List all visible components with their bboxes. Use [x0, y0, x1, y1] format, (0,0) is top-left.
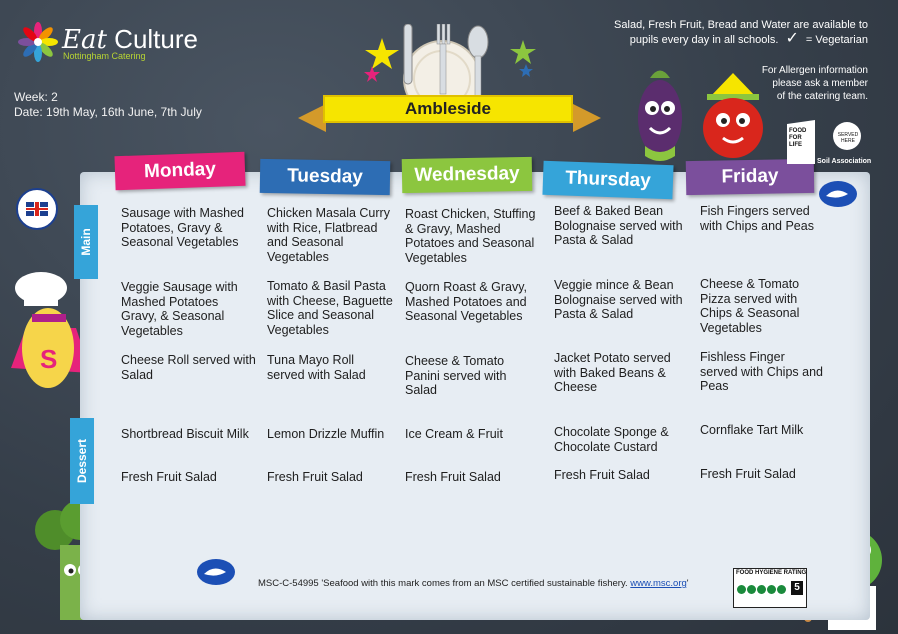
hygiene-scale	[737, 581, 787, 599]
banner-tail-right	[573, 104, 601, 132]
section-main-text: Main	[79, 228, 93, 256]
menu-wed-dessert1: Ice Cream & Fruit	[405, 427, 503, 441]
info-availability	[558, 18, 868, 47]
soil-association-badge	[785, 118, 877, 170]
menu-fri-main3: Fishless Finger served with Chips and Peas	[700, 350, 823, 394]
stars-icon	[362, 36, 402, 86]
soil-label	[789, 128, 806, 149]
menu-tue-main1: Chicken Masala Curry with Rice, Flatbread and Seasonal Vegetables	[267, 206, 390, 264]
menu-tue-main3: Tuna Mayo Roll served with Salad	[267, 353, 366, 382]
hygiene-dot	[777, 585, 786, 594]
menu-mon-main3: Cheese Roll served with Salad	[121, 353, 256, 382]
section-label-main	[74, 205, 98, 279]
food-hygiene-rating-badge	[733, 568, 807, 608]
menu-thu-dessert2: Fresh Fruit Salad	[554, 468, 650, 482]
menu-mon-main2: Veggie Sausage with Mashed Potatoes Gravy, & Seasonal Vegetables	[121, 280, 238, 338]
soil-line2: FOR	[789, 135, 802, 141]
day-header-wednesday: Wednesday	[402, 157, 533, 193]
menu-tue-dessert2: Fresh Fruit Salad	[267, 470, 363, 484]
hygiene-dot	[737, 585, 746, 594]
info-line2-text: pupils every day in all schools.	[629, 34, 779, 46]
menu-tue-main2: Tomato & Basil Pasta with Cheese, Baguette Slice and Seasonal Vegetables	[267, 279, 393, 337]
allergen-line1: For Allergen information	[761, 65, 868, 76]
msc-text: MSC-C-54995 'Seafood with this mark comes from an MSC certified sustainable fishery.	[258, 578, 628, 589]
info-line1: Salad, Fresh Fruit, Bread and Water are available to	[614, 19, 868, 31]
soil-line1: FOOD	[789, 128, 807, 134]
menu-tue-dessert1: Lemon Drizzle Muffin	[267, 427, 385, 441]
menu-mon-dessert2: Fresh Fruit Salad	[121, 470, 217, 484]
msc-end: '	[686, 578, 689, 589]
menu-thu-main3: Jacket Potato served with Baked Beans & Cheese	[554, 351, 671, 395]
vegetarian-check-icon: ✓	[785, 30, 799, 47]
info-line2	[558, 32, 868, 47]
aubergine-character-icon	[630, 58, 690, 168]
msc-fish-footer-icon	[196, 558, 236, 586]
hygiene-dot	[747, 585, 756, 594]
hygiene-dot	[767, 585, 776, 594]
brand-subtitle: Nottingham Catering	[63, 51, 146, 61]
menu-thu-main1: Beef & Baked Bean Bolognaise served with Pasta & Salad	[554, 204, 683, 248]
hygiene-dot	[757, 585, 766, 594]
menu-wed-main3: Cheese & Tomato Panini served with Salad	[405, 354, 507, 398]
menu-wed-main2: Quorn Roast & Gravy, Mashed Potatoes and Seasonal Vegetables	[405, 280, 528, 324]
day-header-monday: Monday	[114, 152, 245, 191]
soil-served: SERVED HERE	[837, 132, 859, 144]
menu-fri-dessert1: Cornflake Tart Milk	[700, 423, 804, 437]
menu-fri-main1: Fish Fingers served with Chips and Peas	[700, 204, 814, 233]
brand-eat: Eat	[62, 25, 107, 55]
day-header-friday: Friday	[686, 159, 815, 195]
msc-footer-note	[258, 578, 689, 589]
menu-wed-main1: Roast Chicken, Stuffing & Gravy, Mashed Potatoes and Seasonal Vegetables	[405, 207, 536, 265]
tomato-character-icon	[697, 68, 769, 168]
menu-mon-dessert1: Shortbread Biscuit Milk	[121, 427, 249, 441]
msc-link[interactable]: www.msc.org	[630, 578, 687, 589]
day-header-thursday: Thursday	[542, 161, 673, 200]
stars-right-icon	[508, 38, 538, 80]
brand-culture: Culture	[114, 24, 198, 54]
week-number: Week: 2	[14, 90, 58, 104]
section-label-dessert	[70, 418, 94, 504]
veg-key: = Vegetarian	[805, 34, 868, 46]
school-banner: Ambleside	[323, 95, 573, 123]
week-dates: Date: 19th May, 16th June, 7th July	[14, 105, 202, 119]
hygiene-score: 5	[791, 581, 803, 595]
allergen-line3: of the catering team.	[776, 91, 868, 102]
hygiene-title: FOOD HYGIENE RATING	[736, 570, 807, 576]
soil-line3: LIFE	[789, 142, 802, 148]
flower-icon	[18, 22, 58, 62]
red-tractor-assured-icon	[16, 188, 58, 230]
allergen-line2: please ask a member	[772, 78, 868, 89]
menu-thu-main2: Veggie mince & Bean Bolognaise served with Pasta & Salad	[554, 278, 683, 322]
day-header-tuesday: Tuesday	[260, 159, 391, 195]
banner-tail-left	[298, 104, 326, 132]
soil-brand: Soil Association	[817, 158, 872, 165]
menu-mon-main1: Sausage with Mashed Potatoes, Gravy & Seasonal Vegetables	[121, 206, 244, 250]
menu-thu-dessert1: Chocolate Sponge & Chocolate Custard	[554, 425, 669, 454]
msc-fish-icon	[818, 180, 858, 208]
week-info	[14, 90, 202, 120]
menu-fri-main2: Cheese & Tomato Pizza served with Chips & Seasonal Vegetables	[700, 277, 800, 335]
menu-fri-dessert2: Fresh Fruit Salad	[700, 467, 796, 481]
section-dessert-text: Dessert	[75, 438, 89, 484]
brand-logo	[18, 20, 218, 65]
menu-wed-dessert2: Fresh Fruit Salad	[405, 470, 501, 484]
svg-text:S: S	[40, 344, 58, 374]
